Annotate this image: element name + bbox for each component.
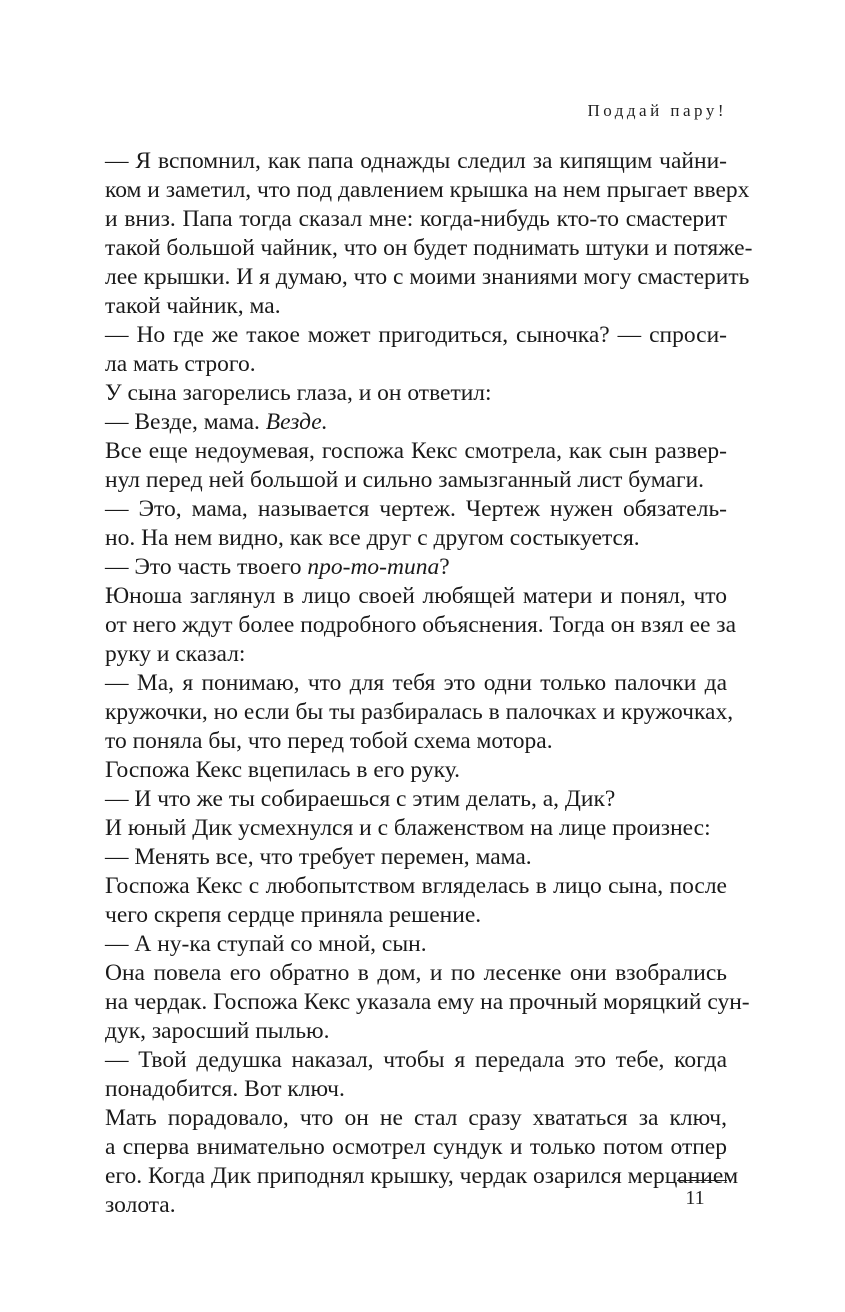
text-line: Все еще недоумевая, госпожа Кекс смотрела, как сын развер- xyxy=(105,438,727,464)
text-line: такой чайник, ма. xyxy=(105,293,281,319)
text-line: Госпожа Кекс с любопытством вгляделась в лицо сына, после xyxy=(105,873,727,899)
text-line: от него ждут более подробного объяснения. Тогда он взял ее за xyxy=(105,612,737,638)
text-line-plain: ? xyxy=(439,554,450,580)
text-line-italic: про-то-типа xyxy=(307,554,440,580)
text-line: и вниз. Папа тогда сказал мне: когда-нибудь кто-то смастерит xyxy=(105,206,727,232)
text-line: ла мать строго. xyxy=(105,351,256,377)
text-line: понадобится. Вот ключ. xyxy=(105,1076,345,1102)
text-line: чего скрепя сердце приняла решение. xyxy=(105,902,482,928)
text-line: золота. xyxy=(105,1192,176,1218)
text-line: — Я вспомнил, как папа однажды следил за кипящим чайни- xyxy=(105,148,727,174)
text-line: Мать порадовало, что он не стал сразу хвататься за ключ, xyxy=(105,1105,727,1131)
text-line xyxy=(105,408,727,437)
text-line: руку и сказал: xyxy=(105,641,246,667)
text-line: а сперва внимательно осмотрел сундук и только потом отпер xyxy=(105,1134,727,1160)
text-line: — И что же ты собираешься с этим делать, а, Дик? xyxy=(105,786,616,812)
text-line: Она повела его обратно в дом, и по лесенке они взобрались xyxy=(105,960,727,986)
page-number: 11 xyxy=(685,1187,705,1209)
text-line: но. На нем видно, как все друг с другом состыкуется. xyxy=(105,525,640,551)
text-line: кружочки, но если бы ты разбиралась в палочках и кружочках, xyxy=(105,699,734,725)
body-text xyxy=(105,147,753,1220)
text-line: — Но где же такое может пригодиться, сыночка? — спроси- xyxy=(105,322,727,348)
text-line-plain: — Это часть твоего xyxy=(105,554,308,580)
text-line: дук, заросший пылью. xyxy=(105,1018,330,1044)
text-line-italic: Везде. xyxy=(265,409,328,435)
text-line: — Твой дедушка наказал, чтобы я передала это тебе, когда xyxy=(105,1047,727,1073)
text-line xyxy=(105,553,727,582)
text-line: ком и заметил, что под давлением крышка на нем прыгает вверх xyxy=(105,177,750,203)
text-line: нул перед ней большой и сильно замызганный лист бумаги. xyxy=(105,467,705,493)
text-line: такой большой чайник, что он будет поднимать штуки и потяже- xyxy=(105,235,753,261)
text-line: его. Когда Дик приподнял крышку, чердак озарился мерцанием xyxy=(105,1163,739,1189)
footer-rule xyxy=(677,1180,727,1181)
text-line: — Ма, я понимаю, что для тебя это одни только палочки да xyxy=(105,670,727,696)
text-line: Юноша заглянул в лицо своей любящей матери и понял, что xyxy=(105,583,727,609)
text-line: У сына загорелись глаза, и он ответил: xyxy=(105,380,492,406)
text-line: — Менять все, что требует перемен, мама. xyxy=(105,844,532,870)
text-line-plain: — Везде, мама. xyxy=(105,409,266,435)
text-line: — А ну-ка ступай со мной, сын. xyxy=(105,931,427,957)
text-line: лее крышки. И я думаю, что с моими знаниями могу смастерить xyxy=(105,264,750,290)
running-header: Поддай пару! xyxy=(587,101,727,120)
text-line: Госпожа Кекс вцепилась в его руку. xyxy=(105,757,460,783)
text-line: — Это, мама, называется чертеж. Чертеж нужен обязатель- xyxy=(105,496,727,522)
text-line: И юный Дик усмехнулся и с блаженством на лице произнес: xyxy=(105,815,711,841)
text-line: то поняла бы, что перед тобой схема мотора. xyxy=(105,728,553,754)
text-line: на чердак. Госпожа Кекс указала ему на прочный моряцкий сун- xyxy=(105,989,750,1015)
